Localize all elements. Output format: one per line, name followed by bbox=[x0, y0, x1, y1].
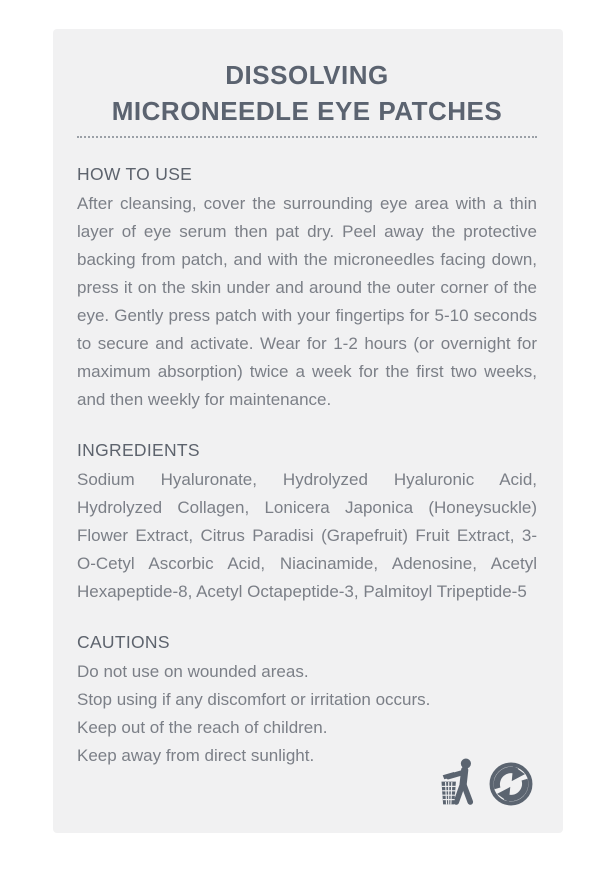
product-label-card bbox=[53, 29, 563, 833]
cautions-list bbox=[77, 658, 537, 770]
caution-line: Stop using if any discomfort or irritation occurs. bbox=[77, 690, 431, 709]
tidy-man-icon bbox=[439, 758, 480, 806]
product-title-line2: MICRONEEDLE EYE PATCHES bbox=[111, 96, 503, 126]
ingredients-paragraph: Sodium Hyaluronate, Hydrolyzed Hyaluronic Acid, Hydrolyzed Collagen, Lonicera Japonica (Honeysuckle) Flower Extract, Citrus Paradisi (Grapefruit) Fruit Extract, 3-O-Cetyl Ascorbic Acid, Niacinamide, Adenosine, Acetyl Hexapeptide-8, Acetyl Octapeptide-3, Palmitoyl Tripeptide-5 bbox=[77, 470, 537, 601]
caution-line: Keep away from direct sunlight. bbox=[77, 746, 315, 765]
ingredients-heading: INGREDIENTS bbox=[77, 440, 200, 460]
section-cautions bbox=[77, 631, 537, 770]
product-title-line1: DISSOLVING bbox=[225, 60, 389, 90]
caution-line: Keep out of the reach of children. bbox=[77, 718, 328, 737]
section-how-to-use bbox=[77, 163, 537, 414]
product-title bbox=[77, 57, 537, 129]
how-to-use-heading: HOW TO USE bbox=[77, 164, 193, 184]
green-dot-recycle-icon bbox=[489, 762, 533, 806]
how-to-use-paragraph: After cleansing, cover the surrounding eye area with a thin layer of eye serum then pat dry. Peel away the protective backing from patch, and with the microneedles facing down, press it on the skin under and around the outer corner of the eye. Gently press patch with your fingertips for 5-10 seconds to secure and activate. Wear for 1-2 hours (or overnight for maximum absorption) twice a week for the first two weeks, and then weekly for maintenance. bbox=[77, 194, 537, 409]
section-ingredients bbox=[77, 439, 537, 606]
caution-line: Do not use on wounded areas. bbox=[77, 662, 309, 681]
dotted-divider bbox=[77, 136, 537, 138]
cautions-heading: CAUTIONS bbox=[77, 632, 170, 652]
packaging-icons bbox=[439, 758, 533, 806]
